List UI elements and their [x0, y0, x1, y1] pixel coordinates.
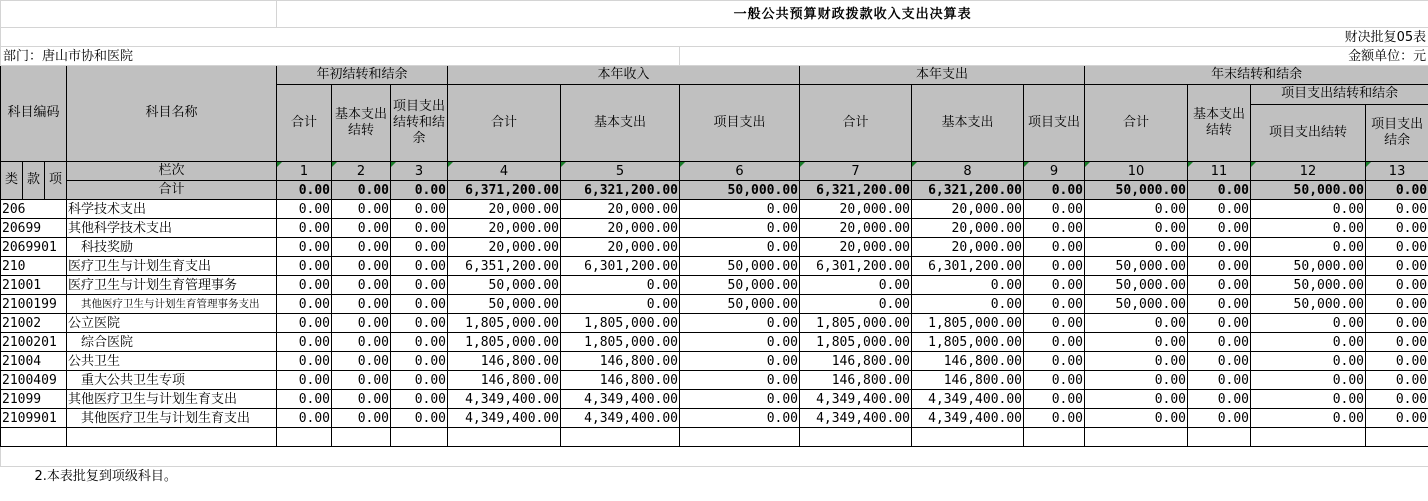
amount-cell[interactable]: 20,000.00 — [800, 219, 912, 238]
subject-code[interactable]: 2109901 — [1, 409, 67, 428]
amount-cell[interactable]: 0.00 — [1188, 219, 1251, 238]
subject-code[interactable]: 2069901 — [1, 238, 67, 257]
amount-cell[interactable]: 50,000.00 — [680, 276, 800, 295]
header-col2: 基本支出结转 — [332, 85, 391, 162]
header-lanci: 栏次 — [67, 162, 277, 181]
amount-cell[interactable]: 0.00 — [391, 200, 448, 219]
amount-cell[interactable]: 0.00 — [391, 295, 448, 314]
amount-cell[interactable]: 146,800.00 — [800, 352, 912, 371]
amount-cell[interactable]: 0.00 — [1366, 314, 1428, 333]
amount-cell[interactable]: 0.00 — [1024, 390, 1085, 409]
header-col8: 基本支出 — [912, 85, 1024, 162]
amount-cell[interactable]: 0.00 — [680, 200, 800, 219]
total-cell[interactable]: 0.00 — [277, 181, 332, 200]
amount-cell[interactable]: 0.00 — [1024, 333, 1085, 352]
unit-label: 金额单位：元 — [680, 47, 1428, 66]
amount-cell[interactable]: 50,000.00 — [448, 295, 561, 314]
amount-cell[interactable]: 0.00 — [1366, 333, 1428, 352]
subject-name[interactable]: 其他医疗卫生与计划生育支出 — [67, 409, 277, 428]
table-row — [1, 276, 1428, 295]
amount-cell[interactable]: 0.00 — [391, 238, 448, 257]
amount-cell[interactable]: 0.00 — [680, 371, 800, 390]
amount-cell[interactable]: 50,000.00 — [680, 257, 800, 276]
amount-cell[interactable]: 20,000.00 — [800, 200, 912, 219]
column-number: 8 — [912, 162, 1024, 181]
amount-cell[interactable]: 0.00 — [1366, 276, 1428, 295]
amount-cell[interactable]: 146,800.00 — [561, 371, 680, 390]
amount-cell[interactable]: 0.00 — [1366, 238, 1428, 257]
amount-cell[interactable]: 0.00 — [1024, 219, 1085, 238]
column-number: 5 — [561, 162, 680, 181]
amount-cell[interactable]: 50,000.00 — [1251, 257, 1366, 276]
table-row — [1, 200, 1428, 219]
subject-name[interactable]: 其他医疗卫生与计划生育支出 — [67, 390, 277, 409]
amount-cell[interactable]: 0.00 — [277, 295, 332, 314]
amount-cell[interactable]: 0.00 — [800, 295, 912, 314]
amount-cell[interactable]: 1,805,000.00 — [800, 314, 912, 333]
total-cell[interactable]: 0.00 — [1366, 181, 1428, 200]
header-kuan: 款 — [23, 162, 45, 200]
header-name: 科目名称 — [67, 66, 277, 162]
subject-code[interactable]: 20699 — [1, 219, 67, 238]
amount-cell[interactable]: 0.00 — [391, 371, 448, 390]
amount-cell[interactable]: 4,349,400.00 — [800, 409, 912, 428]
amount-cell[interactable]: 0.00 — [1024, 295, 1085, 314]
amount-cell[interactable]: 0.00 — [1251, 390, 1366, 409]
amount-cell[interactable]: 0.00 — [1251, 352, 1366, 371]
amount-cell[interactable]: 1,805,000.00 — [448, 314, 561, 333]
table-row — [1, 219, 1428, 238]
total-cell[interactable]: 6,321,200.00 — [912, 181, 1024, 200]
footnote: 2.本表批复到项级科目。 — [34, 469, 177, 485]
amount-cell[interactable]: 0.00 — [1188, 314, 1251, 333]
amount-cell[interactable]: 0.00 — [1251, 200, 1366, 219]
amount-cell[interactable]: 50,000.00 — [1085, 276, 1188, 295]
header-xiang: 项 — [45, 162, 67, 200]
amount-cell[interactable]: 0.00 — [332, 333, 391, 352]
amount-cell[interactable]: 0.00 — [332, 295, 391, 314]
total-cell[interactable]: 6,371,200.00 — [448, 181, 561, 200]
column-number: 6 — [680, 162, 800, 181]
header-col5: 基本支出 — [561, 85, 680, 162]
amount-cell[interactable]: 0.00 — [1366, 352, 1428, 371]
subject-code[interactable]: 2100201 — [1, 333, 67, 352]
amount-cell[interactable]: 6,301,200.00 — [800, 257, 912, 276]
amount-cell[interactable]: 0.00 — [332, 200, 391, 219]
amount-cell[interactable]: 0.00 — [391, 219, 448, 238]
amount-cell[interactable]: 0.00 — [1085, 200, 1188, 219]
table-row — [1, 371, 1428, 390]
amount-cell[interactable]: 0.00 — [680, 409, 800, 428]
subject-name[interactable]: 综合医院 — [67, 333, 277, 352]
amount-cell[interactable]: 0.00 — [277, 333, 332, 352]
amount-cell[interactable]: 0.00 — [277, 371, 332, 390]
amount-cell[interactable]: 0.00 — [391, 314, 448, 333]
amount-cell[interactable]: 6,301,200.00 — [912, 257, 1024, 276]
amount-cell[interactable]: 0.00 — [1085, 409, 1188, 428]
amount-cell[interactable]: 0.00 — [1085, 371, 1188, 390]
amount-cell[interactable]: 0.00 — [1024, 276, 1085, 295]
amount-cell[interactable]: 0.00 — [277, 219, 332, 238]
amount-cell[interactable]: 4,349,400.00 — [800, 390, 912, 409]
total-cell[interactable]: 6,321,200.00 — [800, 181, 912, 200]
amount-cell[interactable]: 20,000.00 — [448, 200, 561, 219]
amount-cell[interactable]: 0.00 — [1366, 409, 1428, 428]
total-cell[interactable]: 6,321,200.00 — [561, 181, 680, 200]
subject-code[interactable]: 21002 — [1, 314, 67, 333]
amount-cell[interactable]: 20,000.00 — [800, 238, 912, 257]
amount-cell[interactable]: 0.00 — [391, 333, 448, 352]
column-number: 9 — [1024, 162, 1085, 181]
amount-cell[interactable]: 20,000.00 — [912, 200, 1024, 219]
column-number: 13 — [1366, 162, 1428, 181]
subject-name[interactable]: 其他医疗卫生与计划生育管理事务支出 — [67, 295, 277, 314]
table-row — [1, 409, 1428, 428]
amount-cell[interactable]: 50,000.00 — [1085, 295, 1188, 314]
amount-cell[interactable]: 146,800.00 — [912, 352, 1024, 371]
amount-cell[interactable]: 0.00 — [332, 314, 391, 333]
header-col13: 项目支出结余 — [1366, 105, 1428, 162]
amount-cell[interactable]: 0.00 — [1251, 219, 1366, 238]
amount-cell[interactable]: 20,000.00 — [448, 219, 561, 238]
column-number: 10 — [1085, 162, 1188, 181]
amount-cell[interactable]: 0.00 — [1188, 200, 1251, 219]
amount-cell[interactable]: 0.00 — [1251, 409, 1366, 428]
header-group-expense: 本年支出 — [800, 66, 1085, 85]
amount-cell[interactable]: 0.00 — [912, 295, 1024, 314]
amount-cell[interactable]: 0.00 — [1085, 238, 1188, 257]
header-col11: 基本支出结转 — [1188, 85, 1251, 162]
amount-cell[interactable]: 50,000.00 — [1085, 257, 1188, 276]
table-row — [1, 390, 1428, 409]
amount-cell[interactable]: 0.00 — [277, 200, 332, 219]
amount-cell[interactable]: 0.00 — [1024, 200, 1085, 219]
amount-cell[interactable]: 0.00 — [680, 219, 800, 238]
table-row — [1, 238, 1428, 257]
total-cell[interactable]: 0.00 — [1024, 181, 1085, 200]
column-number: 7 — [800, 162, 912, 181]
amount-cell[interactable]: 0.00 — [561, 295, 680, 314]
amount-cell[interactable]: 0.00 — [391, 276, 448, 295]
department-label: 部门：唐山市协和医院 — [1, 47, 680, 66]
table-row — [1, 257, 1428, 276]
column-number: 11 — [1188, 162, 1251, 181]
total-cell[interactable]: 0.00 — [332, 181, 391, 200]
amount-cell[interactable]: 0.00 — [1366, 390, 1428, 409]
amount-cell[interactable]: 0.00 — [800, 276, 912, 295]
amount-cell[interactable]: 0.00 — [1085, 352, 1188, 371]
blank-cell — [67, 428, 277, 447]
amount-cell[interactable]: 50,000.00 — [448, 276, 561, 295]
amount-cell[interactable]: 0.00 — [680, 333, 800, 352]
amount-cell[interactable]: 50,000.00 — [680, 295, 800, 314]
amount-cell[interactable]: 1,805,000.00 — [561, 333, 680, 352]
header-col4: 合计 — [448, 85, 561, 162]
amount-cell[interactable]: 50,000.00 — [1251, 276, 1366, 295]
amount-cell[interactable]: 0.00 — [332, 238, 391, 257]
amount-cell[interactable]: 146,800.00 — [448, 371, 561, 390]
amount-cell[interactable]: 0.00 — [332, 409, 391, 428]
table-row — [1, 352, 1428, 371]
amount-cell[interactable]: 0.00 — [1188, 409, 1251, 428]
column-number: 12 — [1251, 162, 1366, 181]
amount-cell[interactable]: 0.00 — [1366, 295, 1428, 314]
amount-cell[interactable]: 0.00 — [1188, 390, 1251, 409]
header-col10: 合计 — [1085, 85, 1188, 162]
column-number: 2 — [332, 162, 391, 181]
amount-cell[interactable]: 20,000.00 — [448, 238, 561, 257]
blank-cell — [1, 428, 67, 447]
amount-cell[interactable]: 0.00 — [391, 390, 448, 409]
subject-name[interactable]: 公立医院 — [67, 314, 277, 333]
amount-cell[interactable]: 0.00 — [1085, 314, 1188, 333]
column-number: 1 — [277, 162, 332, 181]
subject-code[interactable]: 210 — [1, 257, 67, 276]
table-row — [1, 333, 1428, 352]
amount-cell[interactable]: 0.00 — [1024, 409, 1085, 428]
amount-cell[interactable]: 20,000.00 — [912, 219, 1024, 238]
amount-cell[interactable]: 0.00 — [1085, 333, 1188, 352]
amount-cell[interactable]: 146,800.00 — [912, 371, 1024, 390]
form-number: 财决批复05表 — [1, 28, 1428, 47]
header-col1: 合计 — [277, 85, 332, 162]
header-group-income: 本年收入 — [448, 66, 800, 85]
data-rows — [1, 200, 1428, 428]
amount-cell[interactable]: 20,000.00 — [912, 238, 1024, 257]
header-col3: 项目支出结转和结余 — [391, 85, 448, 162]
amount-cell[interactable]: 0.00 — [391, 409, 448, 428]
amount-cell[interactable]: 1,805,000.00 — [912, 314, 1024, 333]
amount-cell[interactable]: 0.00 — [1188, 352, 1251, 371]
amount-cell[interactable]: 50,000.00 — [1251, 295, 1366, 314]
amount-cell[interactable]: 0.00 — [391, 352, 448, 371]
table-row — [1, 295, 1428, 314]
amount-cell[interactable]: 0.00 — [1366, 371, 1428, 390]
amount-cell[interactable]: 0.00 — [1251, 333, 1366, 352]
amount-cell[interactable]: 0.00 — [1024, 257, 1085, 276]
header-code: 科目编码 — [1, 66, 67, 162]
subject-code[interactable]: 21004 — [1, 352, 67, 371]
amount-cell[interactable]: 6,351,200.00 — [448, 257, 561, 276]
amount-cell[interactable]: 0.00 — [277, 276, 332, 295]
header-col7: 合计 — [800, 85, 912, 162]
amount-cell[interactable]: 4,349,400.00 — [561, 409, 680, 428]
amount-cell[interactable]: 0.00 — [1188, 295, 1251, 314]
header-col12: 项目支出结转 — [1251, 105, 1366, 162]
header-col6: 项目支出 — [680, 85, 800, 162]
amount-cell[interactable]: 0.00 — [277, 314, 332, 333]
table-row — [1, 314, 1428, 333]
amount-cell[interactable]: 4,349,400.00 — [912, 409, 1024, 428]
amount-cell[interactable]: 0.00 — [1024, 314, 1085, 333]
amount-cell[interactable]: 0.00 — [277, 238, 332, 257]
amount-cell[interactable]: 0.00 — [1251, 371, 1366, 390]
amount-cell[interactable]: 0.00 — [1251, 238, 1366, 257]
amount-cell[interactable]: 20,000.00 — [561, 238, 680, 257]
amount-cell[interactable]: 4,349,400.00 — [448, 409, 561, 428]
page-title: 一般公共预算财政拨款收入支出决算表 — [277, 1, 1428, 28]
amount-cell[interactable]: 0.00 — [680, 238, 800, 257]
amount-cell[interactable]: 0.00 — [1366, 200, 1428, 219]
amount-cell[interactable]: 1,805,000.00 — [561, 314, 680, 333]
amount-cell[interactable]: 146,800.00 — [561, 352, 680, 371]
total-label: 合计 — [67, 181, 277, 200]
amount-cell[interactable]: 4,349,400.00 — [912, 390, 1024, 409]
subject-code[interactable]: 206 — [1, 200, 67, 219]
blank-cell — [1, 1, 277, 28]
total-cell[interactable]: 50,000.00 — [1085, 181, 1188, 200]
amount-cell[interactable]: 0.00 — [912, 276, 1024, 295]
amount-cell[interactable]: 0.00 — [1251, 314, 1366, 333]
header-group-end: 年末结转和结余 — [1085, 66, 1428, 85]
total-cell[interactable]: 50,000.00 — [1251, 181, 1366, 200]
amount-cell[interactable]: 0.00 — [1188, 371, 1251, 390]
subject-name[interactable]: 其他科学技术支出 — [67, 219, 277, 238]
amount-cell[interactable]: 0.00 — [277, 352, 332, 371]
amount-cell[interactable]: 0.00 — [332, 390, 391, 409]
subject-name[interactable]: 公共卫生 — [67, 352, 277, 371]
header-project-group: 项目支出结转和结余 — [1251, 85, 1428, 105]
amount-cell[interactable]: 0.00 — [277, 390, 332, 409]
amount-cell[interactable]: 146,800.00 — [800, 371, 912, 390]
amount-cell[interactable]: 20,000.00 — [561, 219, 680, 238]
total-cell[interactable]: 0.00 — [1188, 181, 1251, 200]
amount-cell[interactable]: 20,000.00 — [561, 200, 680, 219]
amount-cell[interactable]: 0.00 — [680, 352, 800, 371]
amount-cell[interactable]: 0.00 — [1366, 219, 1428, 238]
amount-cell[interactable]: 0.00 — [332, 276, 391, 295]
header-lei: 类 — [1, 162, 23, 200]
column-number: 3 — [391, 162, 448, 181]
amount-cell[interactable]: 0.00 — [1085, 219, 1188, 238]
subject-name[interactable]: 科学技术支出 — [67, 200, 277, 219]
amount-cell[interactable]: 0.00 — [680, 390, 800, 409]
amount-cell[interactable]: 0.00 — [391, 257, 448, 276]
amount-cell[interactable]: 0.00 — [332, 257, 391, 276]
blank-cell — [1, 447, 1428, 467]
amount-cell[interactable]: 0.00 — [332, 352, 391, 371]
amount-cell[interactable]: 0.00 — [680, 314, 800, 333]
subject-code[interactable]: 21099 — [1, 390, 67, 409]
amount-cell[interactable]: 1,805,000.00 — [448, 333, 561, 352]
amount-cell[interactable]: 4,349,400.00 — [561, 390, 680, 409]
total-cell[interactable]: 0.00 — [391, 181, 448, 200]
subject-code[interactable]: 2100409 — [1, 371, 67, 390]
subject-code[interactable]: 21001 — [1, 276, 67, 295]
amount-cell[interactable]: 6,301,200.00 — [561, 257, 680, 276]
subject-name[interactable]: 科技奖励 — [67, 238, 277, 257]
header-group-begin: 年初结转和结余 — [277, 66, 448, 85]
amount-cell[interactable]: 0.00 — [277, 409, 332, 428]
amount-cell[interactable]: 0.00 — [1188, 238, 1251, 257]
total-cell[interactable]: 50,000.00 — [680, 181, 800, 200]
amount-cell[interactable]: 0.00 — [1188, 333, 1251, 352]
subject-name[interactable]: 医疗卫生与计划生育管理事务 — [67, 276, 277, 295]
amount-cell[interactable]: 0.00 — [1188, 257, 1251, 276]
amount-cell[interactable]: 0.00 — [332, 219, 391, 238]
header-col9: 项目支出 — [1024, 85, 1085, 162]
amount-cell[interactable]: 0.00 — [1024, 371, 1085, 390]
amount-cell[interactable]: 0.00 — [1024, 352, 1085, 371]
amount-cell[interactable]: 0.00 — [332, 371, 391, 390]
amount-cell[interactable]: 1,805,000.00 — [912, 333, 1024, 352]
amount-cell[interactable]: 0.00 — [561, 276, 680, 295]
amount-cell[interactable]: 4,349,400.00 — [448, 390, 561, 409]
subject-name[interactable]: 医疗卫生与计划生育支出 — [67, 257, 277, 276]
subject-code[interactable]: 2100199 — [1, 295, 67, 314]
amount-cell[interactable]: 0.00 — [1085, 390, 1188, 409]
amount-cell[interactable]: 0.00 — [1366, 257, 1428, 276]
amount-cell[interactable]: 0.00 — [1024, 238, 1085, 257]
amount-cell[interactable]: 0.00 — [1188, 276, 1251, 295]
subject-name[interactable]: 重大公共卫生专项 — [67, 371, 277, 390]
amount-cell[interactable]: 146,800.00 — [448, 352, 561, 371]
amount-cell[interactable]: 0.00 — [277, 257, 332, 276]
column-number: 4 — [448, 162, 561, 181]
amount-cell[interactable]: 1,805,000.00 — [800, 333, 912, 352]
